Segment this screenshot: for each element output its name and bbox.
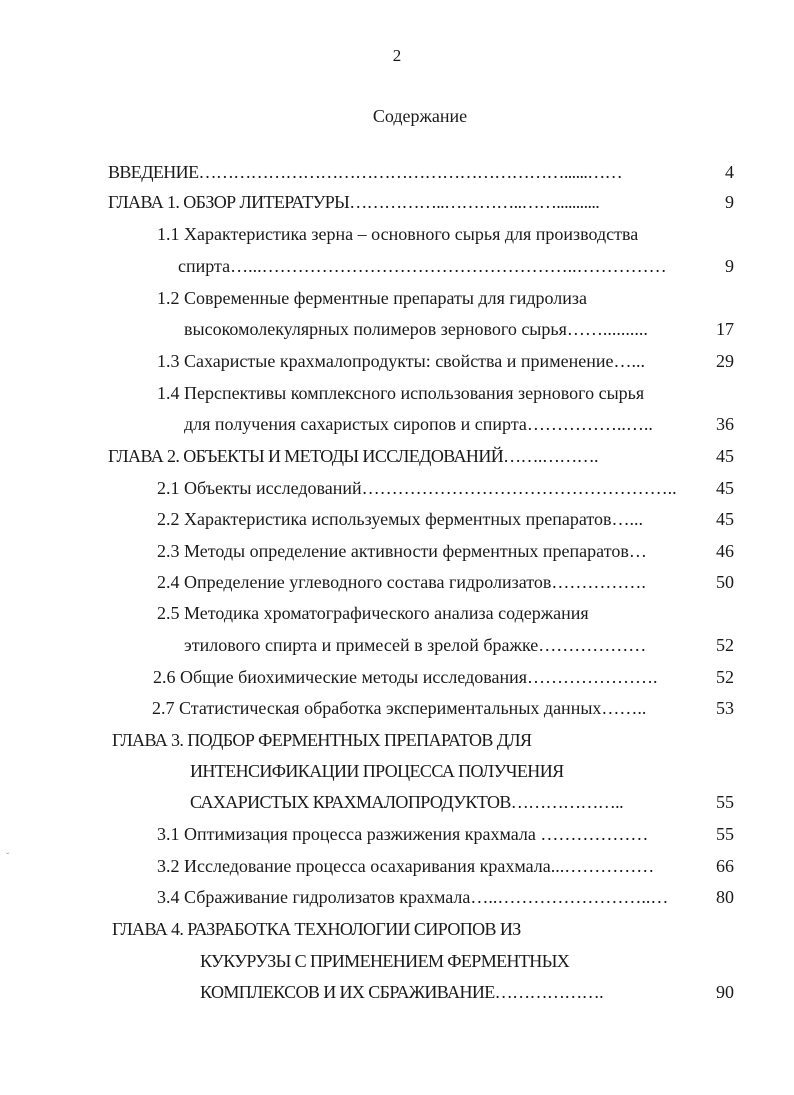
toc-entry-page: 80 (716, 887, 734, 907)
toc-entry-text: 3.2 Исследование процесса осахаривания крахмала...…………… (157, 856, 655, 876)
toc-entry-text: спирта…...……………………………………………..…………… (178, 256, 667, 276)
toc-entry-text: 2.6 Общие биохимические методы исследования…………………. (153, 667, 658, 687)
toc-entry (0, 632, 794, 658)
toc-entry (0, 189, 794, 215)
toc-entry (0, 316, 794, 342)
toc-entry-text: 1.3 Сахаристые крахмалопродукты: свойства и применение…... (157, 351, 645, 371)
toc-entry-text: 3.1 Оптимизация процесса разжижения крахмала ……………… (157, 824, 649, 844)
toc-entry-text: 2.1 Объекты исследований…………………………………………….. (157, 478, 677, 498)
toc-entry-text: 1.4 Перспективы комплексного использования зернового сырья (157, 383, 645, 403)
toc-entry-page: 45 (716, 446, 734, 466)
toc-entry-text: ГЛАВА 1. ОБЗОР ЛИТЕРАТУРЫ……………..…………..……........... (108, 192, 600, 212)
toc-entry-text: ГЛАВА 2. ОБЪЕКТЫ И МЕТОДЫ ИССЛЕДОВАНИЙ…….………. (108, 446, 598, 466)
toc-entry-text: для получения сахаристых сиропов и спирта……………..….. (184, 414, 653, 434)
toc-entry-text: ГЛАВА 4. РАЗРАБОТКА ТЕХНОЛОГИИ СИРОПОВ ИЗ (112, 919, 521, 939)
toc-entry (0, 380, 794, 406)
toc-entry-page: 36 (716, 414, 734, 434)
toc-entry-text: высокомолекулярных полимеров зернового сырья…….......... (184, 319, 648, 339)
toc-entry (0, 569, 794, 595)
toc-entry-page: 50 (716, 572, 734, 592)
toc-entry-text: САХАРИСТЫХ КРАХМАЛОПРОДУКТОВ……………….. (190, 792, 623, 812)
toc-entry-text: 1.2 Современные ферментные препараты для гидролиза (157, 288, 587, 308)
toc-entry (0, 600, 794, 626)
toc-entry-text: КУКУРУЗЫ С ПРИМЕНЕНИЕМ ФЕРМЕНТНЫХ (200, 951, 570, 971)
toc-entry-text: ВВЕДЕНИЕ………………………………………………………......…… (108, 162, 623, 182)
toc-entry (0, 948, 794, 974)
toc-entry (0, 159, 794, 185)
toc-entry-page: 17 (716, 319, 734, 339)
toc-entry-text: 1.1 Характеристика зерна – основного сырья для производства (157, 224, 639, 244)
toc-entry (0, 695, 794, 721)
toc-entry-page: 55 (716, 824, 734, 844)
page-number: 2 (392, 46, 402, 65)
scan-artifact-mark: ˇ (6, 852, 10, 863)
toc-entry-text: 2.5 Методика хроматографического анализа содержания (157, 603, 589, 623)
toc-entry-page: 4 (725, 162, 734, 182)
toc-entry-page: 9 (725, 256, 734, 276)
toc-entry (0, 884, 794, 910)
toc-entry-page: 52 (716, 667, 734, 687)
toc-entry (0, 758, 794, 784)
toc-entry-page: 29 (716, 351, 734, 371)
toc-entry-page: 45 (716, 509, 734, 529)
toc-entry (0, 853, 794, 879)
toc-entry-text: 2.2 Характеристика используемых ферментных препаратов…... (157, 509, 643, 529)
toc-entry-text: ИНТЕНСИФИКАЦИИ ПРОЦЕССА ПОЛУЧЕНИЯ (190, 761, 564, 781)
toc-entry-text: 2.7 Статистическая обработка экспериментальных данных…….. (152, 698, 647, 718)
toc-entry-text: 2.3 Методы определение активности ферментных препаратов… (157, 541, 647, 561)
toc-entry (0, 506, 794, 532)
toc-entry (0, 916, 794, 942)
toc-entry (0, 475, 794, 501)
toc-entry-page: 66 (716, 856, 734, 876)
toc-entry-text: 2.4 Определение углеводного состава гидролизатов……………. (157, 572, 646, 592)
toc-entry-page: 90 (716, 982, 734, 1002)
toc-entry-page: 46 (716, 541, 734, 561)
toc-entry (0, 253, 794, 279)
toc-entry-text: КОМПЛЕКСОВ И ИХ СБРАЖИВАНИЕ………………. (200, 982, 603, 1002)
toc-entry (0, 411, 794, 437)
toc-entry (0, 221, 794, 247)
toc-entry-page: 55 (716, 792, 734, 812)
toc-entry (0, 538, 794, 564)
toc-entry (0, 348, 794, 374)
toc-entry-text: этилового спирта и примесей в зрелой бражке……………… (184, 635, 647, 655)
toc-title: Содержание (372, 106, 468, 126)
toc-entry (0, 664, 794, 690)
toc-entry-page: 45 (716, 478, 734, 498)
toc-entry-page: 9 (725, 192, 734, 212)
toc-entry (0, 285, 794, 311)
toc-entry (0, 821, 794, 847)
toc-entry (0, 789, 794, 815)
toc-entry (0, 727, 794, 753)
toc-entry (0, 979, 794, 1005)
toc-entry-text: ГЛАВА 3. ПОДБОР ФЕРМЕНТНЫХ ПРЕПАРАТОВ ДЛЯ (112, 730, 532, 750)
toc-entry-text: 3.4 Сбраживание гидролизатов крахмала…..……………………..… (157, 887, 669, 907)
toc-entry (0, 443, 794, 469)
toc-entry-page: 52 (716, 635, 734, 655)
toc-entry-page: 53 (716, 698, 734, 718)
